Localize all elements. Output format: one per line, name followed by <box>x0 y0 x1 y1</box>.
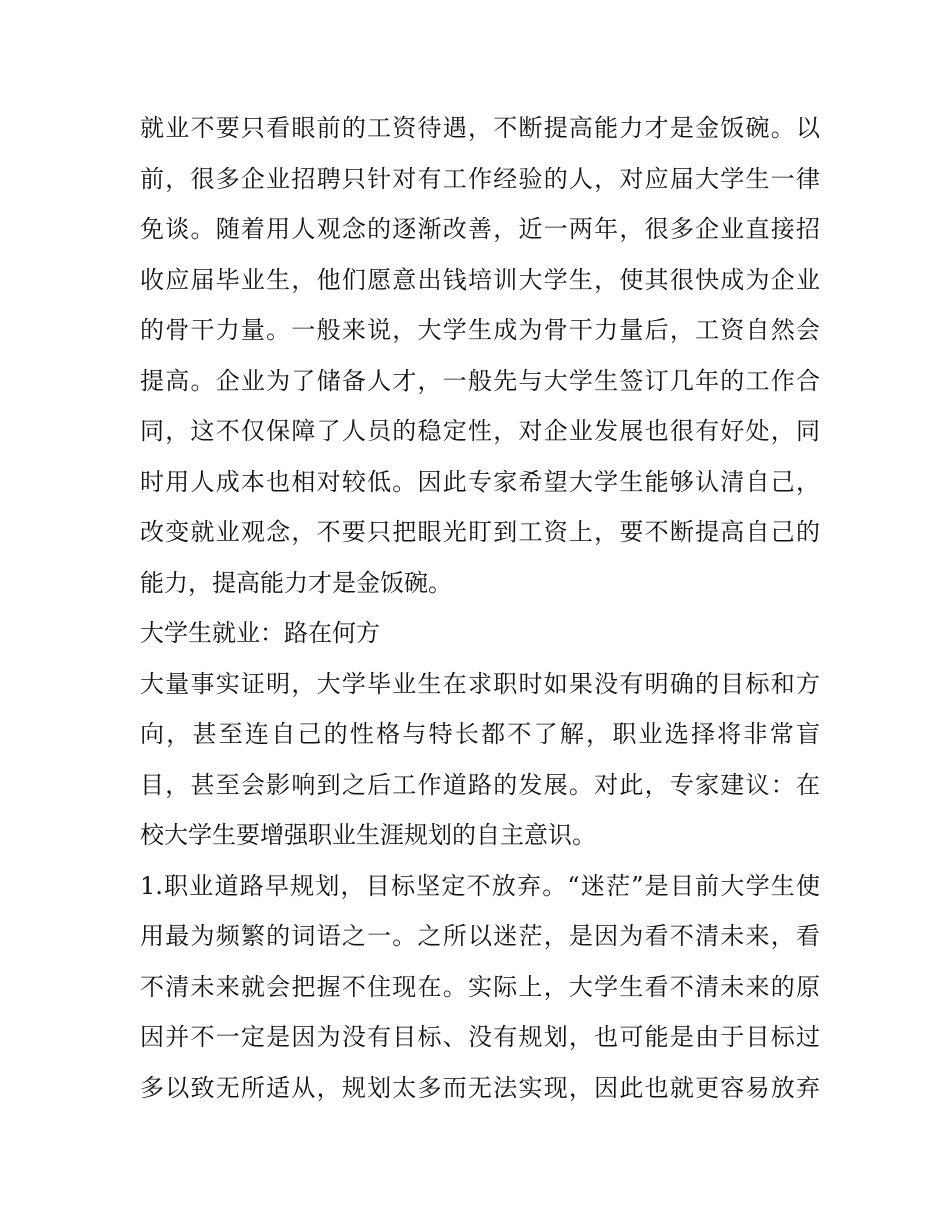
text-line: 向，甚至连自己的性格与特长都不了解，职业选择将非常盲 <box>140 720 820 748</box>
paragraph-last-line: 校大学生要增强职业生涯规划的自主意识。 <box>140 821 596 849</box>
text-line: 用最为频繁的词语之一。之所以迷茫，是因为看不清未来，看 <box>140 922 820 950</box>
text-line: 提高。企业为了储备人才，一般先与大学生签订几年的工作合 <box>140 366 820 395</box>
text-line: 收应届毕业生，他们愿意出钱培训大学生，使其很快成为企业 <box>140 265 820 294</box>
text-line: 因并不一定是因为没有目标、没有规划，也可能是由于目标过 <box>140 1023 820 1051</box>
list-item-line: 1.职业道路早规划，目标坚定不放弃。“迷茫”是目前大学生使 <box>140 871 820 900</box>
text-line: 前，很多企业招聘只针对有工作经验的人，对应届大学生一律 <box>140 164 820 193</box>
section-heading: 大学生就业：路在何方 <box>140 619 380 647</box>
text-line: 多以致无所适从，规划太多而无法实现，因此也就更容易放弃 <box>140 1073 820 1102</box>
text-line: 的骨干力量。一般来说，大学生成为骨干力量后，工资自然会 <box>140 316 820 344</box>
text-line: 就业不要只看眼前的工资待遇，不断提高能力才是金饭碗。以 <box>140 114 820 142</box>
text-line: 时用人成本也相对较低。因此专家希望大学生能够认清自己， <box>140 467 820 496</box>
text-line: 同，这不仅保障了人员的稳定性，对企业发展也很有好处，同 <box>140 417 820 445</box>
paragraph-last-line: 能力，提高能力才是金饭碗。 <box>140 568 452 597</box>
document-body <box>140 103 820 1113</box>
text-line: 大量事实证明，大学毕业生在求职时如果没有明确的目标和方 <box>140 669 820 698</box>
text-line: 目，甚至会影响到之后工作道路的发展。对此，专家建议：在 <box>140 770 820 799</box>
text-line: 不清未来就会把握不住现在。实际上，大学生看不清未来的原 <box>140 972 820 1001</box>
text-line: 免谈。随着用人观念的逐渐改善，近一两年，很多企业直接招 <box>140 215 820 243</box>
text-line: 改变就业观念，不要只把眼光盯到工资上，要不断提高自己的 <box>140 518 820 546</box>
